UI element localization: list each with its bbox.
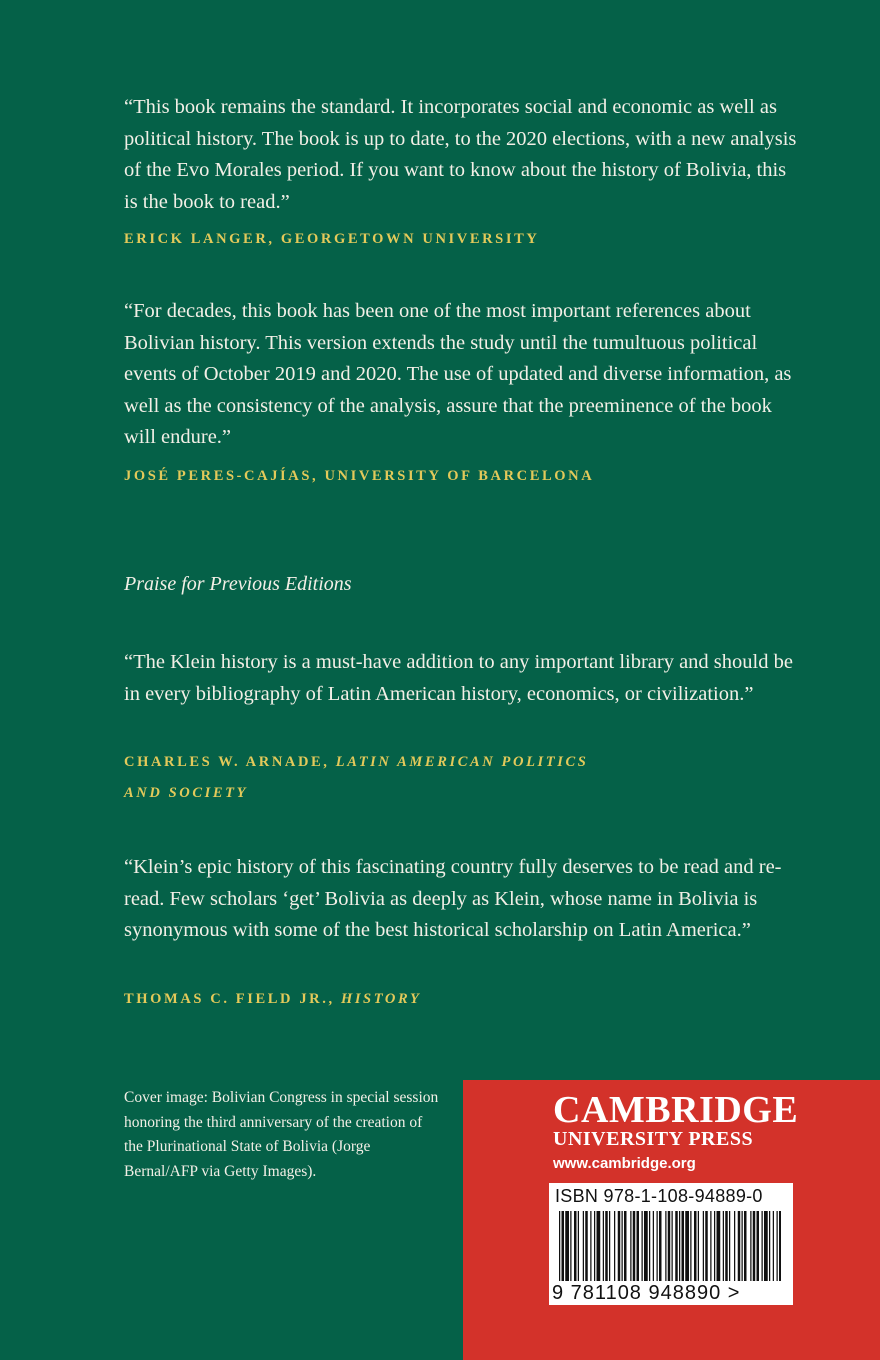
quote-1-text: “This book remains the standard. It incorporates social and economic as well as political history. The book is up to date, to the 2020 elections, with a new analysis of the Evo Morales period. If you want to know about the history of Bolivia, this is the book to read.” (124, 96, 797, 213)
quote-2-text: “For decades, this book has been one of the most important references about Bolivian history. This version extends the study until the tumultuous political events of October 2019 and 2020. The use of updated and diverse information, as well as the consistency of the analysis, assure that the preeminence of the book will endure.” (124, 300, 792, 448)
publisher-subname: UNIVERSITY PRESS (553, 1128, 754, 1150)
cover-image-caption: Cover image: Bolivian Congress in special session honoring the third anniversary of the creation of the Plurinational State of Bolivia (Jorge Bernal/AFP via Getty Images). (124, 1089, 439, 1180)
quote-1-attribution: ERICK LANGER, GEORGETOWN UNIVERSITY (124, 231, 540, 247)
publisher-name: CAMBRIDGE (553, 1089, 799, 1131)
quote-3-attribution (124, 747, 724, 809)
quote-3-source-line2: AND SOCIETY (124, 785, 249, 801)
barcode-bars (559, 1211, 781, 1281)
publisher-block (463, 1080, 880, 1360)
quote-3-author: CHARLES W. ARNADE, (124, 754, 336, 770)
publisher-url: www.cambridge.org (553, 1155, 696, 1172)
quote-4-attribution (124, 984, 421, 1015)
previous-editions-heading: Praise for Previous Editions (124, 573, 352, 595)
isbn-digits: 9 781108 948890 > (552, 1282, 741, 1304)
quote-4-text: “Klein’s epic history of this fascinating country fully deserves to be read and re-read. Few scholars ‘get’ Bolivia as deeply as Klein, whose name in Bolivia is synonymous with some of the best historical scholarship on Latin America.” (124, 856, 782, 941)
quote-2-attribution: JOSÉ PERES-CAJÍAS, UNIVERSITY OF BARCELONA (124, 468, 595, 484)
isbn-barcode (549, 1183, 793, 1305)
quote-4-source: HISTORY (340, 991, 422, 1007)
isbn-label: ISBN 978-1-108-94889-0 (555, 1186, 763, 1206)
quote-3-source-line1: LATIN AMERICAN POLITICS (335, 754, 589, 770)
quote-3-text: “The Klein history is a must-have addition to any important library and should be in every bibliography of Latin American history, economics, or civilization.” (124, 651, 793, 705)
quote-4-author: THOMAS C. FIELD JR., (124, 991, 341, 1007)
